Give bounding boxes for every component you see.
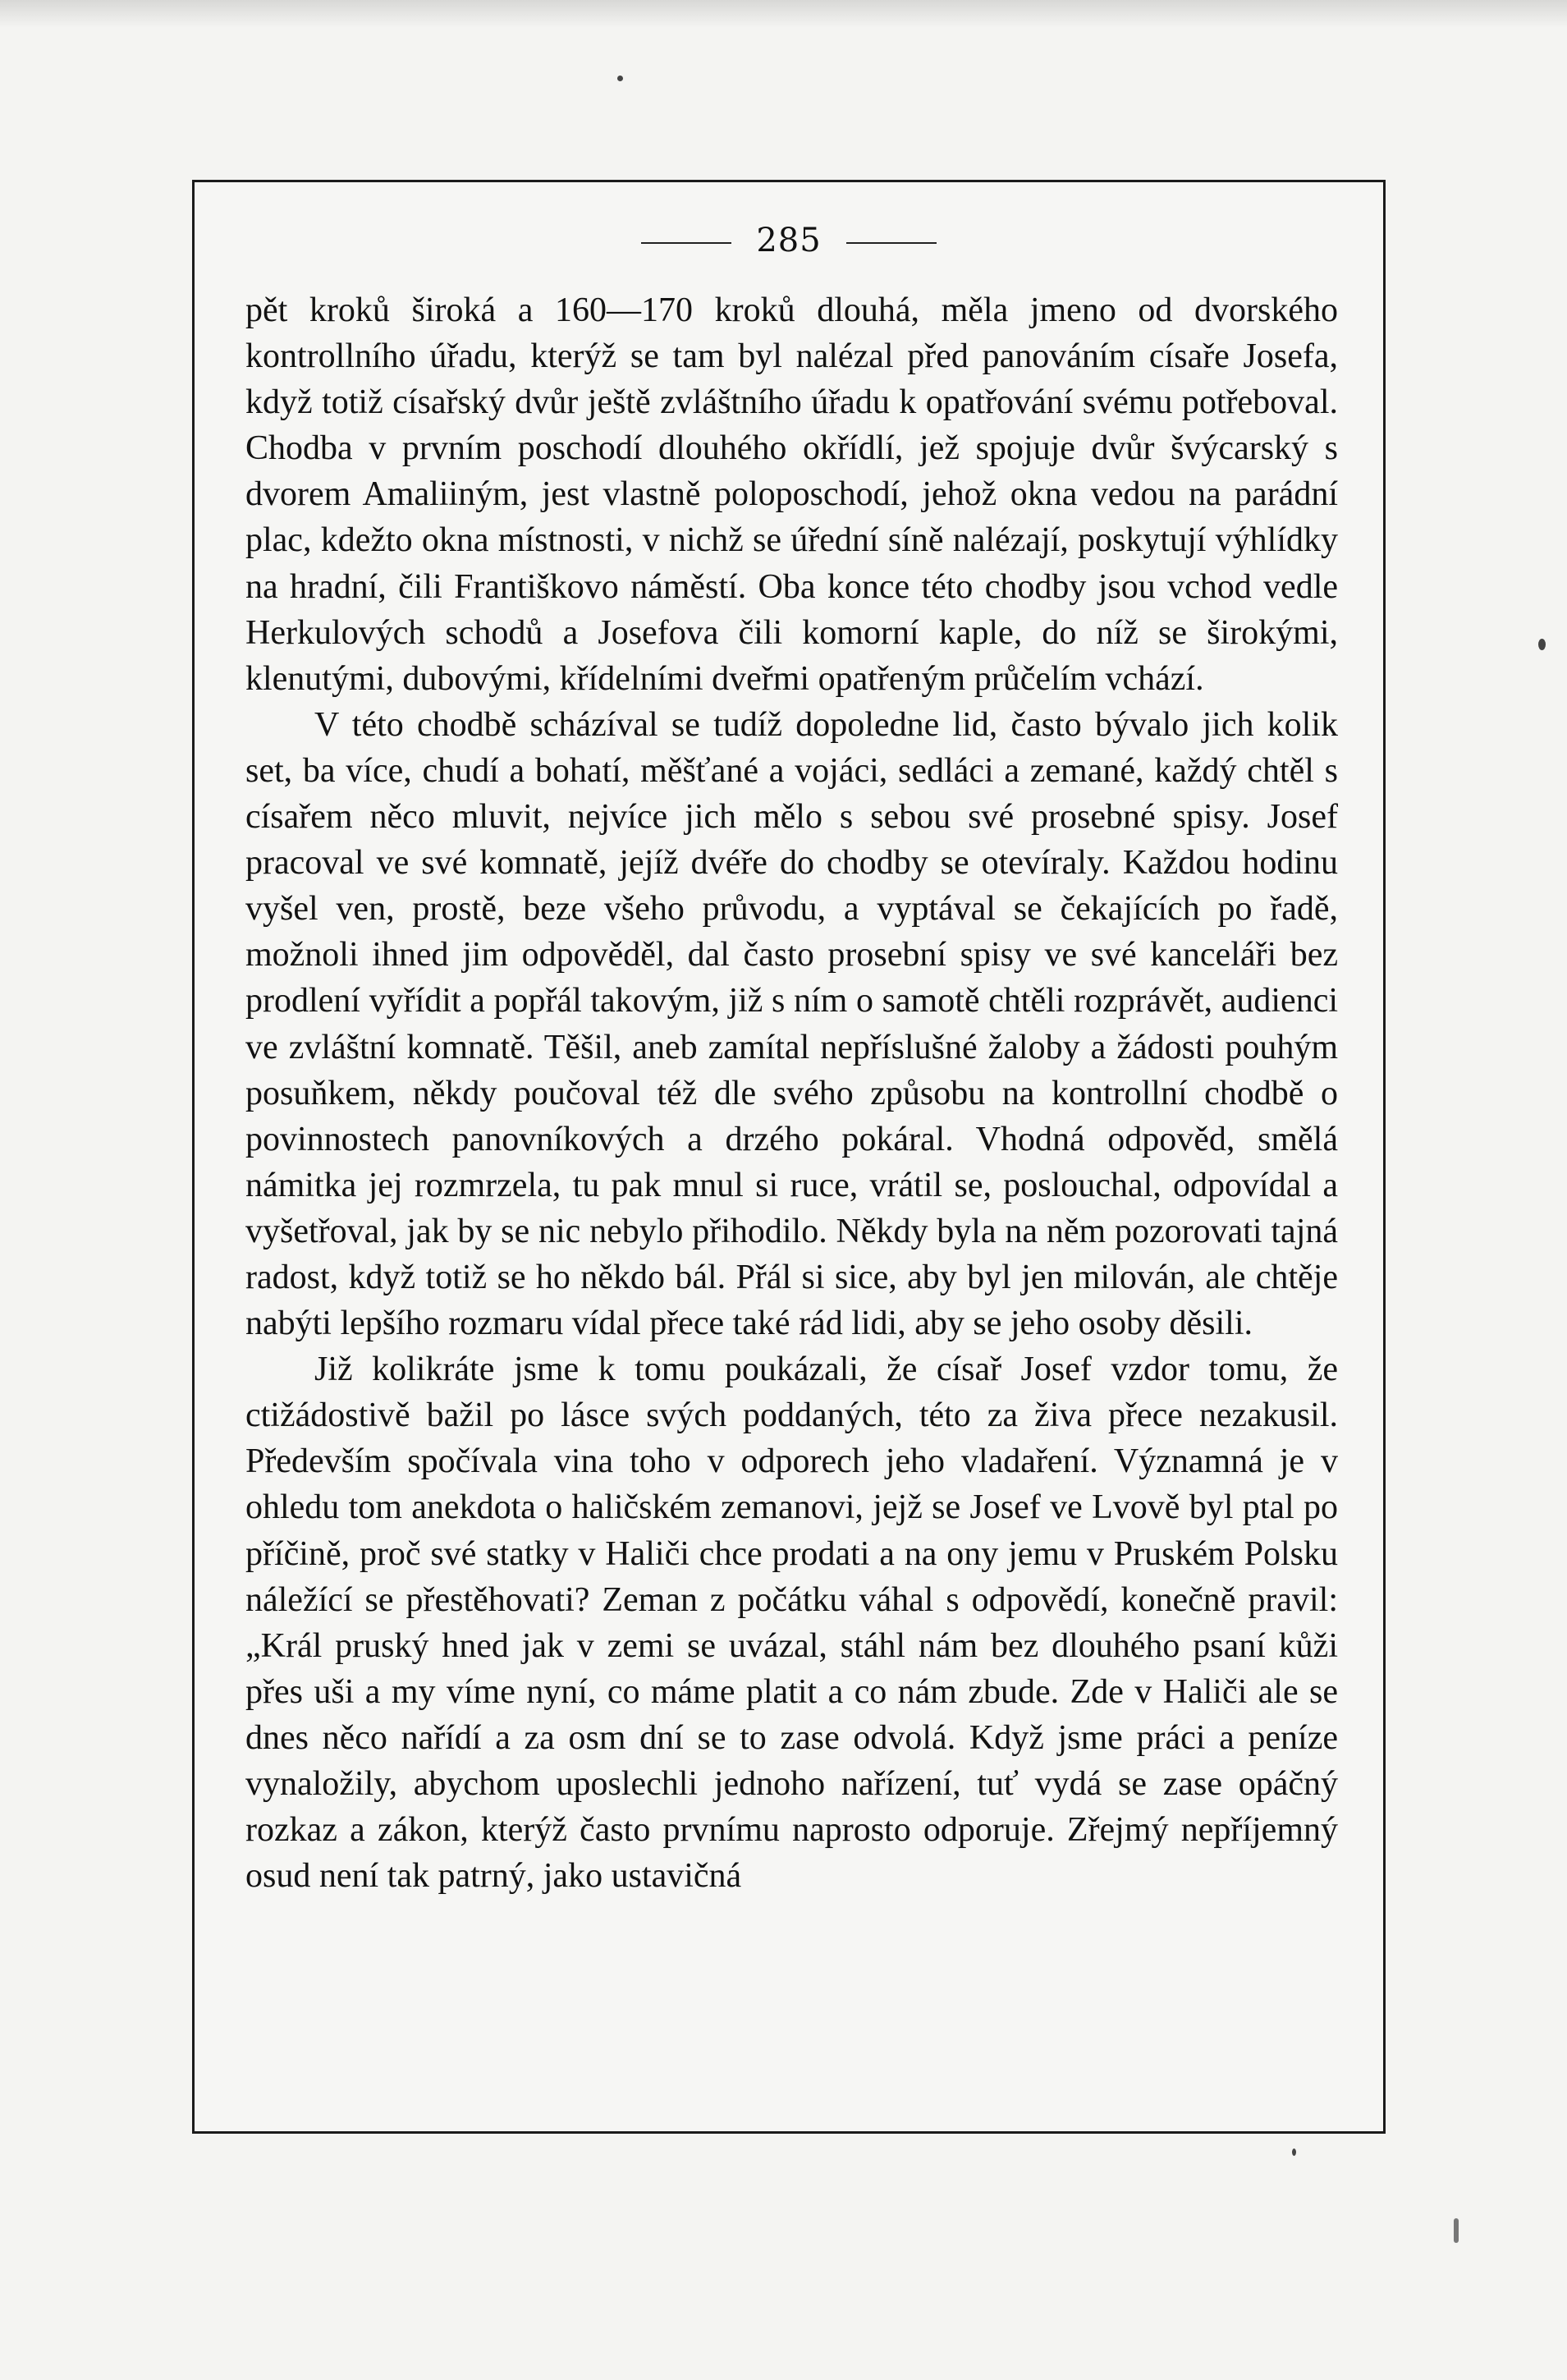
page-number: 285 [756, 222, 822, 259]
scan-speck [1538, 639, 1546, 650]
paragraph-3: Již kolikráte jsme k tomu poukázali, že císař Josef vzdor tomu, že ctižádostivě bažil po lásce svých poddaných, této za živa přece nezakusil. Především spočívala vina toho v odporech jeho vladaření. Významná je v ohledu tom anekdota o haličském zemanovi, jejž se Josef ve Lvově byl ptal po příčině, proč své statky v Haliči chce prodati a na ony jemu v Pruském Polsku náležící se přestěhovati? Zeman z počátku váhal s odpovědí, konečně pravil: „Král pruský hned jak v zemi se uvázal, stáhl nám bez dlouhého psaní kůži přes uši a my víme nyní, co máme platit a co nám zbude. Zde v Haliči ale se dnes něco nařídí a za osm dní se to zase odvolá. Když jsme práci a peníze vynaložily, abychom uposlechli jednoho nařízení, tuť vydá se zase opáčný rozkaz a zákon, kterýž často prvnímu naprosto odporuje. Zřejmý nepříjemný osud není tak patrný, jako ustavičná [245, 1351, 1338, 1896]
scan-speck [617, 76, 623, 81]
header-dash-right [846, 242, 937, 244]
paragraph-2: V této chodbě scházíval se tudíž dopoledne lid, často bývalo jich kolik set, ba více, chudí a bohatí, měšťané a vojáci, sedláci a zemané, každý chtěl s císařem něco mluvit, nejvíce jich mělo s sebou své prosebné spisy. Josef pracoval ve své komnatě, jejíž dvéře do chodby se otevíraly. Každou hodinu vyšel ven, prostě, beze všeho průvodu, a vyptával se čekajících po řadě, možnoli ihned jim odpověděl, dal často prosební spisy ve své kanceláři bez prodlení vyřídit a popřál takovým, již s ním o samotě chtěli rozprávět, audienci ve zvláštní komnatě. Těšil, aneb zamítal nepříslušné žaloby a žádosti pouhým posuňkem, někdy poučoval též dle svého způsobu na kontrollní chodbě o povinnostech panovníkových a drzého pokáral. Vhodná odpověd, smělá námitka jej rozmrzela, tu pak mnul si ruce, vrátil se, poslouchal, odpovídal a vyšetřoval, jak by se nic nebylo přihodilo. Někdy byla na něm pozorovati tajná radost, když totiž se ho někdo bál. Přál si sice, aby byl jen milován, ale chtěje nabýti lepšího rozmaru vídal přece také rád lidi, aby se jeho osoby děsili. [245, 705, 1338, 1343]
page-frame [192, 180, 1386, 2134]
paragraph-1: pět kroků široká a 160—170 kroků dlouhá, měla jmeno od dvorského kontrollního úřadu, kterýž se tam byl nalézal před panováním císaře Josefa, když totiž císařský dvůr ještě zvláštního úřadu k opatřování svému potřeboval. Chodba v prvním poschodí dlouhého okřídlí, jež spojuje dvůr švýcarský s dvorem Amaliiným, jest vlastně poloposchodí, jehož okna vedou na parádní plac, kdežto okna místnosti, v nichž se úřední síně nalézají, poskytují výhlídky na hradní, čili Františkovo náměstí. Oba konce této chodby jsou vchod vedle Herkulových schodů a Josefova čili komorní kaple, do níž se širokými, klenutými, dubovými, křídelními dveřmi opatřeným průčelím vchází. [245, 291, 1338, 698]
scan-speck [1454, 2218, 1459, 2243]
page-header [195, 222, 1383, 259]
scan-shadow [0, 0, 1567, 28]
body-text [245, 287, 1338, 1899]
header-dash-left [641, 242, 731, 244]
scan-speck [1292, 2148, 1296, 2156]
